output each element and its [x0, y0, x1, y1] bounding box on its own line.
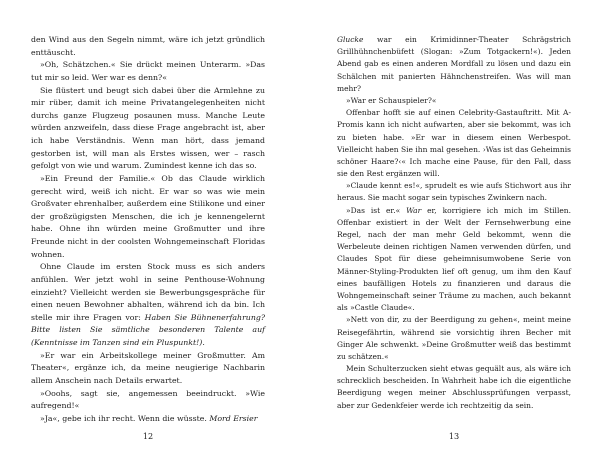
text-run: »Nett von dir, zu der Beerdigung zu gehen«, meint meine Reisegefährtin, während sie vorsichtig ihren Becher mit Ginger Ale schwenkt. »Deine Großmutter weiß das bestimmt zu schätzen.« [337, 315, 571, 361]
text-run: Sie flüstert und beugt sich dabei über die Armlehne zu mir rüber, damit ich meine Privatangelegenheiten nicht durchs ganze Flugzeug posaunen muss. Manche Leute würden anzweifeln, dass diese Frage angebracht ist, aber ich habe Verständnis. Wenn man hört, dass jemand gestorben ist, will man als Erstes wissen, wer – rasch gefolgt von wie und warum. Zumindest kenne ich das so. [31, 85, 265, 171]
right-page-paragraph [337, 180, 571, 204]
left-page-paragraph [31, 350, 265, 388]
text-run: »Ja«, gebe ich ihr recht. Wenn die wüsste. [40, 413, 210, 423]
right-page-paragraph [337, 34, 571, 95]
text-run: er, korrigiere ich mich im Stillen. Offenbar existiert in der Welt der Fernsehwerbung eine Regel, nach der man mehr Geld bekommt, wenn die Werbeleute deinen richtigen Namen verwenden dürfen, und Claudes Spot für diese geheimnisumwobene Serie von Männer-Styling-Produkten lief oft genug, um ihm den Kauf eines baufälligen Hotels zu finanzieren und daraus die Wohngemeinschaft seiner Träume zu machen, auch bekannt als »Castle Claude«. [337, 205, 571, 313]
right-page-body [337, 34, 571, 412]
left-page-paragraph [31, 261, 265, 349]
left-page-body [31, 34, 265, 425]
text-run: »War er Schauspieler?« [346, 95, 437, 105]
left-page-paragraph [31, 85, 265, 173]
right-page-paragraph [337, 363, 571, 412]
right-page-number: 13 [448, 431, 460, 441]
right-page-paragraph [337, 107, 571, 180]
italic-text: Glucke [337, 35, 364, 44]
italic-text: Mord Ersier [209, 413, 258, 423]
left-page-paragraph [31, 34, 265, 59]
right-page-paragraph [337, 314, 571, 363]
text-run: Offenbar hofft sie auf einen Celebrity-Gastauftritt. Mit A-Promis kann ich nicht aufwarten, aber sie bekommt, was ich zu bieten habe. »Er war in diesem einen Werbespot. Vielleicht haben Sie ihn mal gesehen. ›Was ist das Geheimnis schöner Haare?‹« Ich mache eine Pause, für den Fall, dass sie den Rest ergänzen will. [337, 108, 571, 179]
left-page-paragraph [31, 388, 265, 413]
italic-text: Haben Sie Bühnenerfahrung? Bitte listen Sie sämtliche besonderen Talente auf (Kenntnisse im Tanzen sind ein Pluspunkt!). [31, 312, 266, 347]
left-page-paragraph [31, 59, 265, 84]
text-run: »Oh, Schätzchen.« Sie drückt meinen Unterarm. »Das tut mir so leid. Wer war es denn?« [31, 60, 265, 82]
text-run: »Ooohs, sagt sie, angemessen beeindruckt. »Wie aufregend!« [31, 388, 265, 411]
text-run: »Ein Freund der Familie.« Ob das Claude wirklich gerecht wird, weiß ich nicht. Er war so was wie mein Großvater ehrenhalber, außerdem eine Stilikone und einer der großzügigsten Menschen, die ich je kennengelernt habe. Ohne ihn würden meine Großmutter und ihre Freunde nicht in der coolsten Wohngemeinschaft Floridas wohnen. [31, 173, 265, 259]
text-run: »Das ist er.« [346, 205, 407, 215]
text-run: »Er war ein Arbeitskollege meiner Großmutter. Am Theater«, ergänze ich, da meine neugierige Nachbarin allem Anschein nach Details erwartet. [31, 350, 265, 385]
right-page-paragraph [337, 205, 571, 315]
left-page-paragraph [31, 173, 265, 261]
text-run: »Claude kennt es!«, sprudelt es wie aufs Stichwort aus ihr heraus. Sie macht sogar sein typisches Zwinkern nach. [337, 181, 571, 203]
italic-text: War [406, 205, 422, 215]
text-run: Mein Schulterzucken sieht etwas gequält aus, als wäre ich schrecklich bescheiden. In Wahrheit habe ich die eigentliche Beerdigung wegen meiner Abschlussprüfungen verpasst, aber zur Gedenkfeier werde ich rechtzeitig da sein. [337, 364, 571, 410]
right-page-paragraph [337, 95, 571, 107]
text-run: den Wind aus den Segeln nimmt, wäre ich jetzt gründlich enttäuscht. [31, 35, 265, 57]
left-page-number: 12 [142, 431, 154, 441]
left-page-paragraph [31, 413, 265, 426]
text-run: Ohne Claude im ersten Stock muss es sich anders anfühlen. Wer jetzt wohl in seine Penthouse-Wohnung einzieht? Vielleicht werden sie Bewerbungsgespräche für einen neuen Bewohner abhalten, während ich da bin. Ich stelle mir ihre Fragen vor: [31, 262, 265, 322]
text-run: war ein Krimidinner-Theater Schrägstrich Grillhühnchenbüfett (Slogan: »Zum Totgackern!«). Jeden Abend gab es einen anderen Mordfall zu lösen und dazu ein Schälchen mit panierten Hähnchenstreifen. Was will man mehr? [337, 35, 571, 93]
